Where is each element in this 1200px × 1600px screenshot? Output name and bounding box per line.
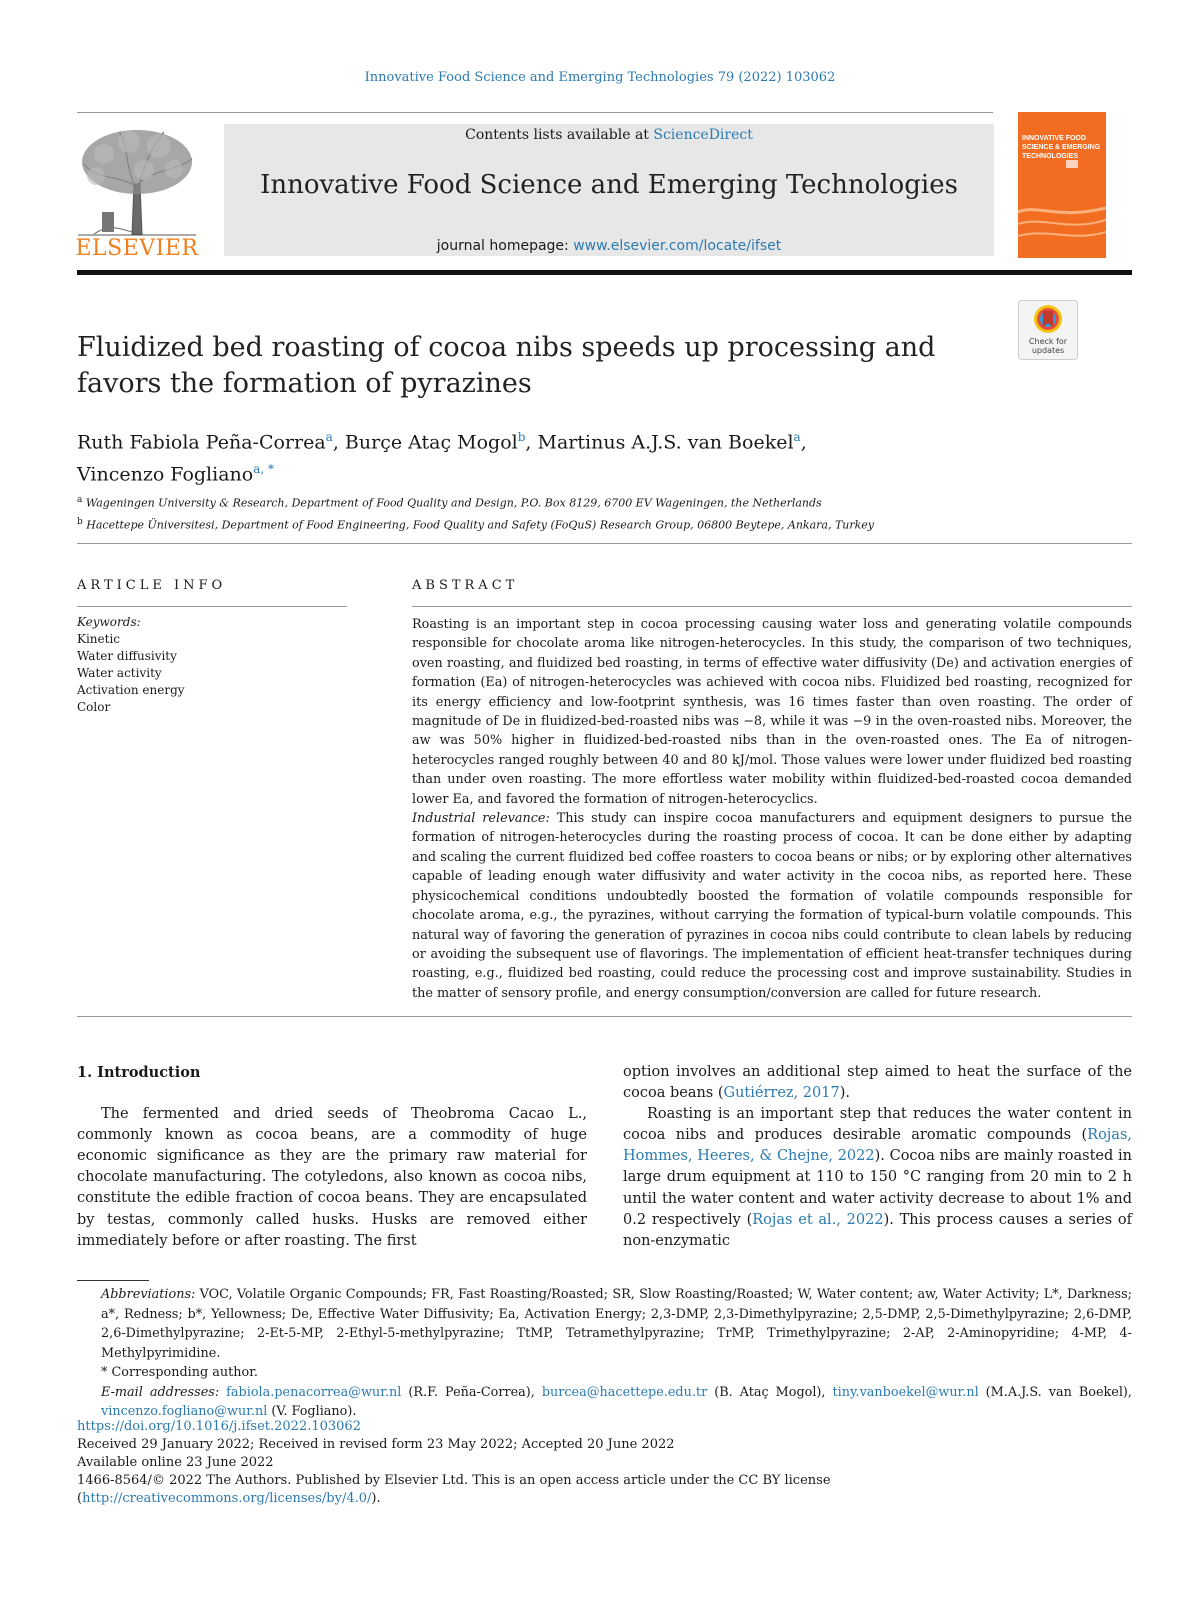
citation-link[interactable]: Rojas et al., 2022	[752, 1211, 884, 1228]
keyword-item: Activation energy	[77, 683, 185, 697]
citation-link[interactable]: Rojas, Hommes, Heeres, & Chejne, 2022	[623, 1127, 1132, 1165]
keyword-item: Color	[77, 700, 111, 714]
article-info-heading: ARTICLE INFO	[77, 578, 227, 593]
publication-info	[77, 1418, 1137, 1508]
elsevier-wordmark: ELSEVIER	[75, 236, 199, 261]
homepage-line	[224, 238, 994, 254]
received-dates: Received 29 January 2022; Received in revised form 23 May 2022; Accepted 20 June 2022	[77, 1437, 675, 1452]
header-thick-rule	[77, 270, 1132, 275]
keyword-item: Water diffusivity	[77, 649, 177, 663]
license-text: ).	[371, 1491, 381, 1506]
intro-paragraph: The fermented and dried seeds of Theobroma Cacao L., commonly known as cocoa beans, are a commodity of huge economic significance as they are the primary raw material for chocolate manufacturing. The cotyledons, also known as cocoa nibs, constitute the edible fraction of cocoa beans. They are encapsulated by testas, commonly called husks. Husks are removed either immediately before or after roasting. The first	[77, 1106, 587, 1249]
author-name: Vincenzo Fogliano	[77, 463, 254, 486]
license-line	[77, 1472, 1137, 1508]
journal-reference[interactable]: Innovative Food Science and Emerging Technologies 79 (2022) 103062	[364, 70, 836, 85]
footnotes	[77, 1285, 1132, 1422]
abbreviations-label: Abbreviations:	[101, 1287, 196, 1302]
affiliation-text: Hacettepe Üniversitesi, Department of Food Engineering, Food Quality and Safety (FoQuS) Research Group, 06800 Beytepe, Ankara, Turkey	[86, 518, 875, 532]
sciencedirect-link[interactable]: ScienceDirect	[653, 127, 753, 143]
email-link[interactable]: vincenzo.fogliano@wur.nl	[101, 1404, 268, 1419]
keyword-item: Water activity	[77, 666, 162, 680]
keywords-block	[77, 614, 347, 716]
email-owner: (V. Fogliano).	[267, 1404, 357, 1419]
homepage-link[interactable]: www.elsevier.com/locate/ifset	[573, 238, 782, 254]
affiliations	[77, 491, 1127, 534]
footnote-rule	[77, 1280, 149, 1281]
author-affil-mark[interactable]: a	[325, 430, 333, 444]
paragraph-text: ). Cocoa nibs are mainly roasted in large drum equipment at 110 to 150 °C ranging from 20 min to 2 h until the water content and water activity decrease to about 1% and 0.2 respectively (	[623, 1148, 1132, 1228]
cover-title: INNOVATIVE FOOD SCIENCE & EMERGING TECHNOLOGIES	[1022, 135, 1101, 160]
email-footnote	[77, 1383, 1132, 1422]
author-separator: ,	[525, 431, 538, 454]
online-date: Available online 23 June 2022	[77, 1455, 274, 1470]
email-owner: (B. Ataç Mogol),	[707, 1384, 833, 1400]
paragraph-text: option involves an additional step aimed to heat the surface of the cocoa beans (	[623, 1064, 1132, 1102]
email-link[interactable]: tiny.vanboekel@wur.nl	[832, 1384, 979, 1400]
email-owner: (M.A.J.S. van Boekel),	[978, 1384, 1132, 1400]
affiliation-letter: b	[77, 516, 83, 527]
relevance-label: Industrial relevance:	[412, 811, 550, 827]
divider	[412, 606, 1132, 607]
author-affil-mark[interactable]: a	[793, 430, 801, 444]
abbreviations-text: VOC, Volatile Organic Compounds; FR, Fast Roasting/Roasted; SR, Slow Roasting/Roasted; W, Water content; aw, Water Activity; L*, Darkness; a*, Redness; b*, Yellowness; De, Effective Water Diffusivity; Ea, Activation Energy; 2,3-DMP, 2,3-Dimethylpyrazine; 2,5-DMP, 2,5-Dimethylpyrazine; 2,6-DMP, 2,6-Dimethylpyrazine; 2-Et-5-MP, 2-Ethyl-5-methylpyrazine; TtMP, Tetramethylpyrazine; TrMP, Trimethylpyrazine; 2-AP, 2-Aminopyridine; 4-MP, 4-Methylpyrimidine.	[101, 1287, 1132, 1361]
abstract-text: Roasting is an important step in cocoa processing causing water loss and generating volatile compounds responsible for chocolate aroma like nitrogen-heterocycles. In this study, the comparison of two techniques, oven roasting, and fluidized bed roasting, in terms of effective water diffusivity (De) and activation energies of formation (Ea) of nitrogen-heterocycles was achieved with cocoa nibs. Fluidized bed roasting, recognized for its energy efficiency and low-footprint synthesis, was 16 times faster than oven roasting. The order of magnitude of De in fluidized-bed-roasted nibs was −8, while it was −9 in the oven-roasted nibs. Moreover, the aw was 50% higher in fluidized-bed-roasted nibs than in the oven-roasted ones. The Ea of nitrogen-heterocycles ranged roughly between 40 and 80 kJ/mol. Those values were lower under fluidized bed roasting than under oven roasting. The more effortless water mobility within fluidized-bed-roasted cocoa demanded lower Ea, and favored the formation of nitrogen-heterocyclics.	[412, 617, 1132, 807]
author-separator: ,	[800, 431, 807, 454]
journal-title: Innovative Food Science and Emerging Technologies	[260, 170, 958, 200]
affiliation-item	[77, 491, 1127, 513]
header-rule	[77, 112, 993, 113]
author-separator: ,	[332, 431, 345, 454]
abstract-heading: ABSTRACT	[412, 578, 519, 593]
check-for-updates-badge[interactable]	[1018, 300, 1078, 360]
intro-paragraph	[623, 1062, 1132, 1104]
check-updates-icon	[1019, 301, 1077, 337]
contents-line	[224, 127, 994, 143]
author-affil-mark[interactable]: b	[517, 430, 526, 444]
paper-title: Fluidized bed roasting of cocoa nibs speeds up processing and favors the formation of pyrazines	[77, 332, 936, 399]
author-affil-mark[interactable]: a, *	[253, 462, 275, 477]
intro-paragraph	[623, 1104, 1132, 1252]
relevance-text: This study can inspire cocoa manufacturers and equipment designers to pursue the formation of nitrogen-heterocycles during the roasting process of cocoa. It can be done either by adapting and scaling the current fluidized bed coffee roasters to cocoa beans or nibs; or by exploring other alternatives capable of leading enough water diffusivity and water activity in the cocoa nibs, as reported here. These physicochemical conditions undoubtedly boosted the formation of volatile compounds responsible for chocolate aroma, e.g., the pyrazines, without carrying the formation of typical-burn volatile compounds. This natural way of favoring the generation of pyrazines in cocoa nibs could contribute to clean labels by reducing or avoiding the subsequent use of flavorings. The implementation of efficient heat-transfer techniques during roasting, e.g., fluidized bed roasting, could reduce the processing cost and improve sustainability. Studies in the matter of sensory profile, and energy consumption/conversion are called for future research.	[412, 811, 1133, 1001]
industrial-relevance	[412, 809, 1132, 1003]
author-name: Burçe Ataç Mogol	[344, 431, 518, 454]
affiliation-item	[77, 513, 1127, 535]
paragraph-text: Roasting is an important step that reduces the water content in cocoa nibs and produces desirable aromatic compounds (	[623, 1106, 1132, 1144]
contents-prefix: Contents lists available at	[465, 127, 654, 143]
citation-link[interactable]: Gutiérrez, 2017	[723, 1085, 840, 1102]
corresponding-author-note: * Corresponding author.	[101, 1365, 258, 1380]
email-owner: (R.F. Peña-Correa),	[401, 1384, 542, 1400]
paragraph-text: ).	[839, 1085, 850, 1102]
divider	[77, 1016, 1132, 1017]
license-text: 1466-8564/© 2022 The Authors. Published by Elsevier Ltd. This is an open access article under the CC BY license (	[77, 1473, 831, 1506]
author-name: Martinus A.J.S. van Boekel	[537, 431, 794, 454]
body-column-left	[77, 1062, 587, 1252]
abstract-body	[412, 615, 1132, 1003]
keywords-label: Keywords:	[77, 615, 141, 629]
divider	[77, 543, 1132, 544]
email-link[interactable]: burcea@hacettepe.edu.tr	[541, 1384, 708, 1400]
divider	[77, 606, 347, 607]
keyword-item: Kinetic	[77, 632, 121, 646]
affiliation-letter: a	[77, 495, 83, 505]
doi-link[interactable]: https://doi.org/10.1016/j.ifset.2022.103062	[77, 1419, 361, 1434]
journal-cover-thumbnail[interactable]	[1018, 112, 1106, 258]
section-heading: 1. Introduction	[77, 1064, 201, 1081]
affiliation-text: Wageningen University & Research, Department of Food Quality and Design, P.O. Box 8129, 6700 EV Wageningen, the Netherlands	[85, 496, 822, 510]
author-name: Ruth Fabiola Peña-Correa	[77, 431, 326, 454]
license-link[interactable]: http://creativecommons.org/licenses/by/4.0/	[82, 1491, 372, 1506]
body-column-right	[623, 1062, 1132, 1252]
abbreviations-footnote	[77, 1285, 1132, 1363]
email-link[interactable]: fabiola.penacorrea@wur.nl	[226, 1384, 402, 1400]
author-list	[77, 424, 977, 489]
homepage-prefix: journal homepage:	[436, 238, 574, 254]
email-label: E-mail addresses:	[101, 1384, 220, 1400]
check-updates-label: Check for updates	[1028, 337, 1068, 355]
paragraph-text: ). This process causes a series of non-enzymatic	[623, 1211, 1132, 1249]
